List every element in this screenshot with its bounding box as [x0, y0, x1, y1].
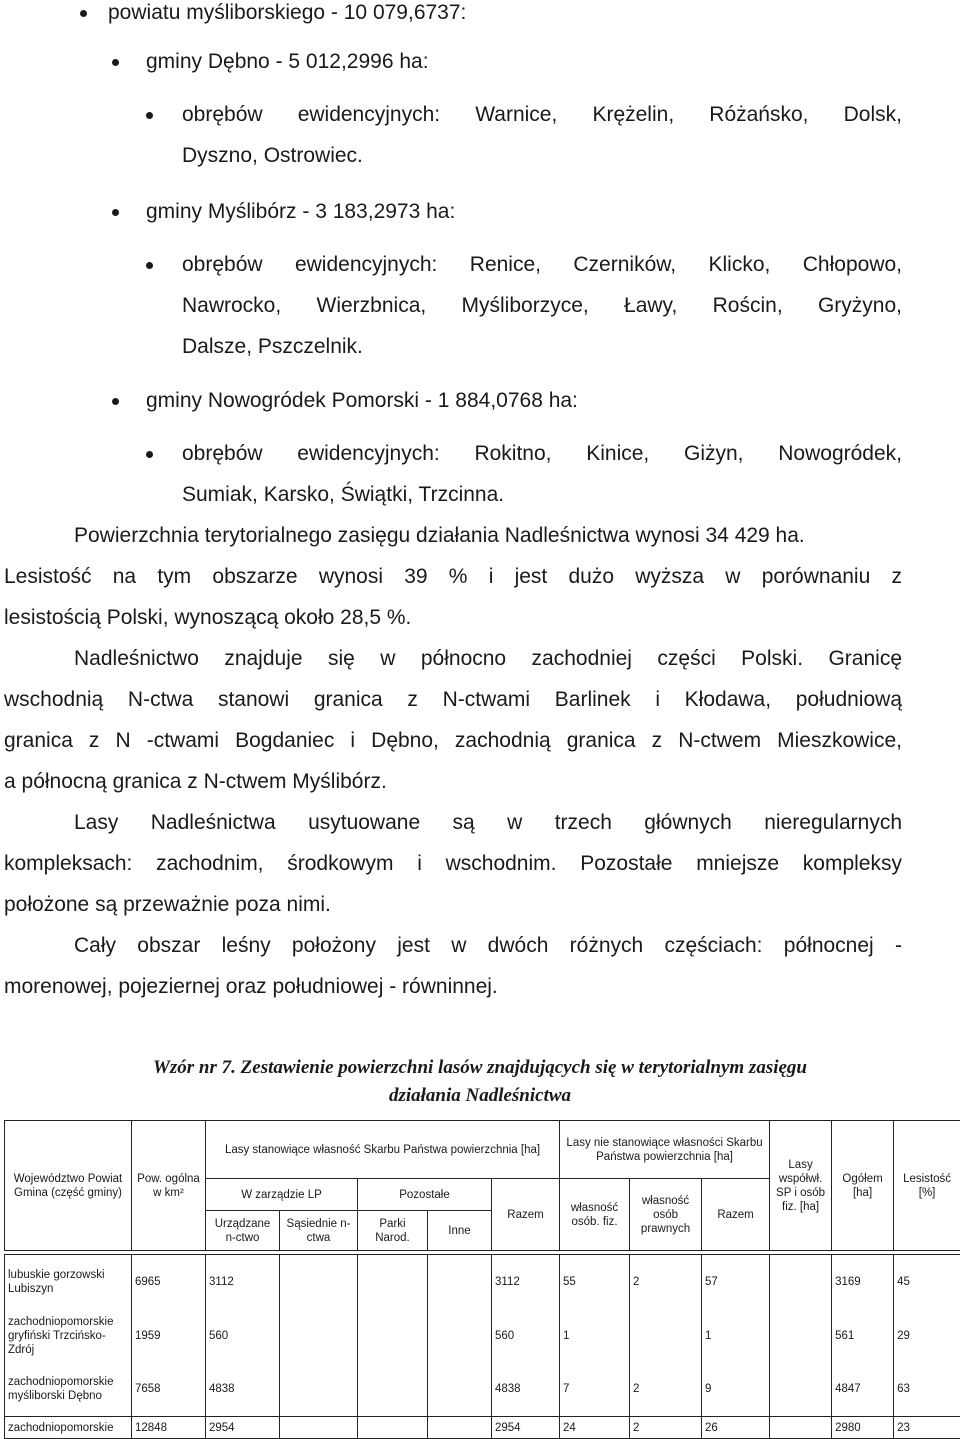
- cell-wsp: [770, 1417, 832, 1439]
- paragraph-line: Lesistość na tym obszarze wynosi 39 % i jest dużo wyższa w porównaniu z: [4, 564, 902, 590]
- cell-praw: [630, 1309, 702, 1363]
- cell-sas: [280, 1363, 358, 1417]
- caption-prefix: Wzór nr 7.: [153, 1057, 236, 1078]
- cell-razem2: 26: [702, 1417, 770, 1439]
- cell-ogolem: 3169: [832, 1255, 894, 1309]
- paragraph-line: Sumiak, Karsko, Świątki, Trzcinna.: [182, 482, 504, 508]
- cell-wsp: [770, 1363, 832, 1417]
- header-wojewodztwo: Województwo Powiat Gmina (część gminy): [5, 1121, 132, 1251]
- paragraph-line: Dalsze, Pszczelnik.: [182, 334, 363, 360]
- header-wlasnosc-osob-fiz: własność osób. fiz.: [560, 1179, 630, 1251]
- cell-urz: 2954: [206, 1417, 280, 1439]
- cell-pow: 1959: [132, 1309, 206, 1363]
- cell-parki: [358, 1255, 428, 1309]
- list-item: gminy Dębno - 5 012,2996 ha:: [146, 49, 429, 75]
- cell-les: 29: [894, 1309, 960, 1363]
- cell-inne: [428, 1363, 492, 1417]
- paragraph-line: wschodnią N-ctwa stanowi granica z N-ctwami Barlinek i Kłodawa, południową: [4, 687, 902, 713]
- header-urzadzane-nctwo: Urządzane n-ctwo: [206, 1211, 280, 1251]
- list-item: gminy Nowogródek Pomorski - 1 884,0768 ha:: [146, 388, 578, 414]
- cell-wsp: [770, 1255, 832, 1309]
- cell-fiz: 7: [560, 1363, 630, 1417]
- caption-title-line1: Zestawienie powierzchni lasów znajdujących się w terytorialnym zasięgu: [241, 1057, 807, 1078]
- header-inne: Inne: [428, 1211, 492, 1251]
- cell-wsp: [770, 1309, 832, 1363]
- paragraph-line: Dyszno, Ostrowiec.: [182, 143, 363, 169]
- table-caption-line2: działania Nadleśnictwa: [0, 1084, 960, 1108]
- header-ogolem: Ogółem [ha]: [832, 1121, 894, 1251]
- table-caption: [0, 1056, 960, 1080]
- paragraph-line: Cały obszar leśny położony jest w dwóch różnych częściach: północnej -: [74, 933, 902, 959]
- bullet-marker: [112, 209, 119, 216]
- list-item: obrębów ewidencyjnych: Rokitno, Kinice, Giżyn, Nowogródek,: [182, 441, 902, 467]
- cell-praw: 2: [630, 1417, 702, 1439]
- list-item: obrębów ewidencyjnych: Renice, Czerników, Klicko, Chłopowo,: [182, 252, 902, 278]
- header-sasiednie-nctwa: Sąsiednie n-ctwa: [280, 1211, 358, 1251]
- cell-urz: 560: [206, 1309, 280, 1363]
- cell-pow: 6965: [132, 1255, 206, 1309]
- bullet-marker: [146, 112, 153, 119]
- cell-name: zachodniopomorskie gryfiński Trzcińsko-Zdrój: [5, 1309, 132, 1363]
- paragraph-line: położone są przeważnie poza nimi.: [4, 892, 331, 918]
- cell-inne: [428, 1417, 492, 1439]
- cell-les: 23: [894, 1417, 960, 1439]
- cell-parki: [358, 1309, 428, 1363]
- paragraph-line: Lasy Nadleśnictwa usytuowane są w trzech głównych nieregularnych: [74, 810, 902, 836]
- cell-inne: [428, 1309, 492, 1363]
- cell-razem1: 3112: [492, 1255, 560, 1309]
- cell-name: zachodniopomorskie myśliborski Dębno: [5, 1363, 132, 1417]
- cell-inne: [428, 1255, 492, 1309]
- header-lasy-nie-sp: Lasy nie stanowiące własności Skarbu Państwa powierzchnia [ha]: [560, 1121, 770, 1179]
- header-razem-nie-sp: Razem: [702, 1179, 770, 1251]
- cell-sas: [280, 1255, 358, 1309]
- paragraph-line: Nadleśnictwo znajduje się w północno zachodniej części Polski. Granicę: [74, 646, 902, 672]
- cell-fiz: 55: [560, 1255, 630, 1309]
- cell-urz: 4838: [206, 1363, 280, 1417]
- header-pozostale: Pozostałe: [358, 1179, 492, 1211]
- header-parki-narod: Parki Narod.: [358, 1211, 428, 1251]
- bullet-marker: [146, 451, 153, 458]
- cell-les: 63: [894, 1363, 960, 1417]
- cell-ogolem: 4847: [832, 1363, 894, 1417]
- cell-praw: 2: [630, 1255, 702, 1309]
- cell-ogolem: 2980: [832, 1417, 894, 1439]
- header-wlasnosc-osob-prawnych: własność osób prawnych: [630, 1179, 702, 1251]
- header-pow-ogolna: Pow. ogólna w km²: [132, 1121, 206, 1251]
- cell-pow: 12848: [132, 1417, 206, 1439]
- cell-praw: 2: [630, 1363, 702, 1417]
- bullet-marker: [146, 262, 153, 269]
- table-row: [5, 1255, 960, 1309]
- paragraph-line: granica z N -ctwami Bogdaniec i Dębno, zachodnią granica z N-ctwem Mieszkowice,: [4, 728, 902, 754]
- cell-razem1: 2954: [492, 1417, 560, 1439]
- paragraph-line: Nawrocko, Wierzbnica, Myśliborzyce, Ławy, Rościn, Gryżyno,: [182, 293, 902, 319]
- paragraph-line: lesistością Polski, wynoszącą około 28,5 %.: [4, 605, 411, 631]
- cell-urz: 3112: [206, 1255, 280, 1309]
- list-item: powiatu myśliborskiego - 10 079,6737:: [108, 0, 466, 26]
- cell-razem2: 9: [702, 1363, 770, 1417]
- cell-razem1: 560: [492, 1309, 560, 1363]
- cell-fiz: 24: [560, 1417, 630, 1439]
- bullet-marker: [112, 59, 119, 66]
- table-row: [5, 1417, 960, 1439]
- header-w-zarzadzie-lp: W zarządzie LP: [206, 1179, 358, 1211]
- paragraph-line: a północną granica z N-ctwem Myślibórz.: [4, 769, 387, 795]
- cell-sas: [280, 1309, 358, 1363]
- cell-parki: [358, 1417, 428, 1439]
- header-lesistosc: Lesistość [%]: [894, 1121, 960, 1251]
- list-item: gminy Myślibórz - 3 183,2973 ha:: [146, 199, 455, 225]
- cell-name: zachodniopomorskie: [5, 1417, 132, 1439]
- cell-razem1: 4838: [492, 1363, 560, 1417]
- header-lasy-wspolwl: Lasy współwł. SP i osób fiz. [ha]: [770, 1121, 832, 1251]
- paragraph-line: Powierzchnia terytorialnego zasięgu działania Nadleśnictwa wynosi 34 429 ha.: [74, 523, 805, 549]
- cell-sas: [280, 1417, 358, 1439]
- paragraph-line: kompleksach: zachodnim, środkowym i wschodnim. Pozostałe mniejsze kompleksy: [4, 851, 902, 877]
- cell-fiz: 1: [560, 1309, 630, 1363]
- header-razem-sp: Razem: [492, 1179, 560, 1251]
- list-item: obrębów ewidencyjnych: Warnice, Krężelin, Różańsko, Dolsk,: [182, 102, 902, 128]
- table-row: [5, 1309, 960, 1363]
- cell-parki: [358, 1363, 428, 1417]
- table-row: [5, 1363, 960, 1417]
- cell-razem2: 57: [702, 1255, 770, 1309]
- bullet-marker: [80, 10, 87, 17]
- cell-razem2: 1: [702, 1309, 770, 1363]
- paragraph-line: morenowej, pojeziernej oraz południowej - równinnej.: [4, 974, 498, 1000]
- forest-area-table: [4, 1120, 960, 1439]
- cell-ogolem: 561: [832, 1309, 894, 1363]
- cell-name: lubuskie gorzowski Lubiszyn: [5, 1255, 132, 1309]
- bullet-marker: [112, 398, 119, 405]
- header-lasy-sp: Lasy stanowiące własność Skarbu Państwa powierzchnia [ha]: [206, 1121, 560, 1179]
- cell-pow: 7658: [132, 1363, 206, 1417]
- cell-les: 45: [894, 1255, 960, 1309]
